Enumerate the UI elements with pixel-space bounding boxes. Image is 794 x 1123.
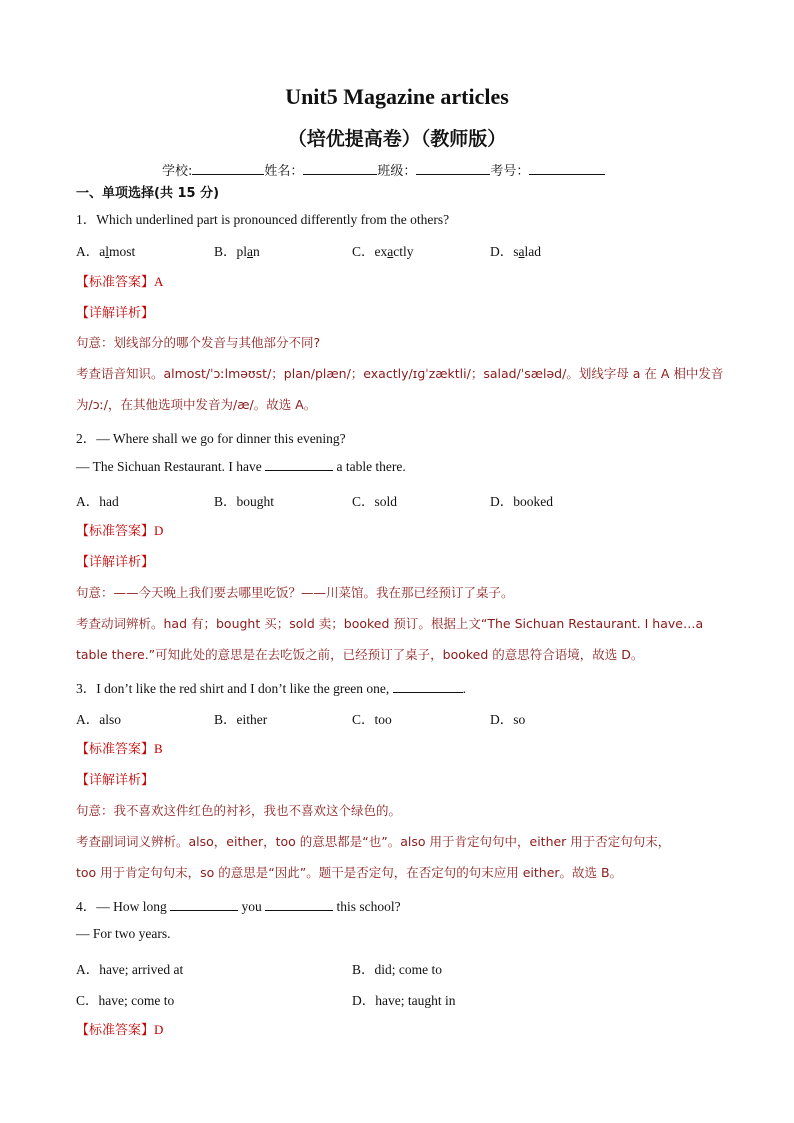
- exam-no-blank: [529, 162, 605, 175]
- q3-option-d: D．so: [490, 712, 526, 727]
- q3-explanation-2: too 用于肯定句句末，so 的意思是“因此”。题干是否定句，在否定句的句末应用 either。故选 B。: [76, 865, 623, 880]
- q2-explanation-meaning: 句意：——今天晚上我们要去哪里吃饭？——川菜馆。我在那已经预订了桌子。: [76, 585, 514, 600]
- q2-analysis-label: 【详解详析】: [76, 555, 155, 570]
- q1-analysis-label: 【详解详析】: [76, 306, 155, 321]
- q2-blank: [265, 458, 333, 471]
- q1-stem: 1．Which underlined part is pronounced differently from the others?: [76, 212, 450, 227]
- exam-no-label: 考号：: [490, 164, 530, 179]
- q3-explanation-meaning: 句意：我不喜欢这件红色的衬衫，我也不喜欢这个绿色的。: [76, 803, 402, 818]
- q4-option-d: D．have; taught in: [352, 993, 456, 1008]
- q1-explanation-meaning: 句意：划线部分的哪个发音与其他部分不同?: [76, 335, 321, 350]
- q1-explanation-2: 为/ɔː/，在其他选项中发音为/æ/。故选 A。: [76, 397, 317, 412]
- q3-option-b: B．either: [214, 712, 268, 727]
- q1-explanation-1: 考查语音知识。almost/ˈɔːlməʊst/；plan/plæn/；exactly/ɪɡˈzæktli/；salad/ˈsæləd/。划线字母 a 在 A 相中发音: [76, 366, 724, 381]
- q1-option-a: A．almost: [76, 244, 136, 259]
- q4-answer: 【标准答案】D: [76, 1022, 164, 1038]
- page-title: Unit5 Magazine articles: [285, 84, 509, 109]
- q4-stem-reply: — For two years.: [76, 926, 171, 941]
- section-heading: 一、单项选择(共 15 分): [76, 186, 220, 201]
- q4-blank-2: [265, 898, 333, 911]
- q2-option-b: B．bought: [214, 494, 275, 509]
- page-subtitle: （培优提高卷）（教师版）: [287, 128, 507, 150]
- q2-stem: 2．— Where shall we go for dinner this evening?: [76, 431, 346, 446]
- q3-stem: 3．I don’t like the red shirt and I don’t like the green one, .: [76, 681, 467, 696]
- q2-answer: 【标准答案】D: [76, 523, 164, 539]
- q4-option-b: B．did; come to: [352, 962, 442, 977]
- q3-option-a: A．also: [76, 712, 121, 727]
- q3-answer: 【标准答案】B: [76, 741, 163, 757]
- q4-stem: 4．— How long you this school?: [76, 899, 401, 914]
- q1-option-d: D．salad: [490, 244, 542, 259]
- q4-option-a: A．have; arrived at: [76, 962, 184, 977]
- q2-explanation-2: table there.”可知此处的意思是在去吃饭之前，已经预订了桌子，booked 的意思符合语境，故选 D。: [76, 647, 644, 662]
- q2-option-c: C．sold: [352, 494, 398, 509]
- name-label: 姓名：: [264, 164, 304, 179]
- q2-stem-reply: — The Sichuan Restaurant. I have a table there.: [76, 459, 406, 474]
- school-label: 学校:: [162, 164, 193, 179]
- q4-blank-1: [170, 898, 238, 911]
- q3-explanation-1: 考查副词词义辨析。also，either，too 的意思都是“也”。also 用于肯定句句中，either 用于否定句句末，: [76, 834, 671, 849]
- q1-option-c: C．exactly: [352, 244, 414, 259]
- class-label: 班级：: [377, 164, 417, 179]
- school-blank: [192, 162, 264, 175]
- q4-option-c: C．have; come to: [76, 993, 175, 1008]
- student-info-line: [162, 160, 605, 179]
- q2-option-d: D．booked: [490, 494, 553, 509]
- name-blank: [303, 162, 377, 175]
- q2-explanation-1: 考查动词辨析。had 有；bought 买；sold 卖；booked 预订。根据上文“The Sichuan Restaurant. I have…a: [76, 616, 704, 631]
- q3-analysis-label: 【详解详析】: [76, 773, 155, 788]
- class-blank: [416, 162, 490, 175]
- q1-option-b: B．plan: [214, 244, 260, 259]
- q2-option-a: A．had: [76, 494, 119, 509]
- q3-option-c: C．too: [352, 712, 392, 727]
- q3-blank: [393, 680, 463, 693]
- q1-answer: 【标准答案】A: [76, 274, 164, 290]
